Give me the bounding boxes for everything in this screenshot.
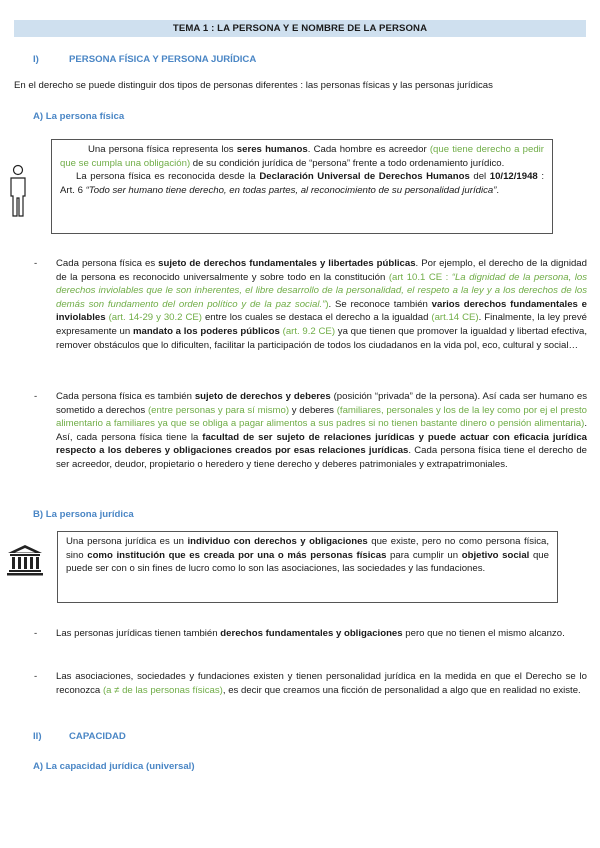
page-title: TEMA 1 : LA PERSONA Y E NOMBRE DE LA PERSONA (14, 20, 586, 37)
bullet-dash: - (34, 391, 38, 402)
section-label: PERSONA FÍSICA Y PERSONA JURÍDICA (69, 54, 257, 65)
section-label: CAPACIDAD (69, 731, 126, 742)
bullet-item (34, 390, 587, 496)
section-number: II) (33, 731, 42, 742)
definition-box-persona-juridica: Una persona jurídica es un individuo con derechos y obligaciones que existe, pero no como persona física, sino como institución que es creada por una o más personas físicas para cumplir un objetivo social que puede ser con o sin fines de lucro como lo son las asociaciones, las sociedades y las fundaciones. (57, 531, 558, 603)
box-a-paragraph-2: La persona física es reconocida desde la Declaración Universal de Derechos Humanos del 10/12/1948 : Art. 6 “Todo ser humano tiene derecho, en todas partes, al reconocimiento de su personalidad jurídica”. (60, 171, 544, 196)
box-a-paragraph-1: Una persona física representa los seres humanos. Cada hombre es acreedor (que tiene derecho a pedir que se cumpla una obligación) de su condición jurídica de “persona” frente a todo ordenamiento jurídico. (60, 144, 544, 169)
section-heading-2 (33, 730, 126, 744)
person-icon (6, 164, 30, 218)
bullet-dash: - (34, 628, 38, 639)
institution-icon (7, 544, 43, 576)
bullet-dash: - (34, 258, 38, 269)
subheading-capacidad-juridica: A) La capacidad jurídica (universal) (33, 761, 195, 772)
bullet-item (34, 670, 587, 712)
section-number: I) (33, 54, 39, 65)
intro-paragraph: En el derecho se puede distinguir dos tipos de personas diferentes : las personas físicas y las personas jurídicas (14, 80, 493, 91)
definition-box-persona-fisica (51, 139, 553, 234)
bullet-item (34, 627, 587, 655)
subheading-persona-juridica: B) La persona jurídica (33, 509, 134, 520)
bullet-text: Las asociaciones, sociedades y fundaciones existen y tienen personalidad jurídica en la medida en que el Derecho se lo reconozca (a ≠ de las personas físicas), es decir que creamos una ficción de personalidad a algo que en realidad no existe. (56, 671, 587, 696)
bullet-dash: - (34, 671, 38, 682)
bullet-text: Cada persona física es sujeto de derechos fundamentales y libertades públicas. Por ejemplo, el derecho de la dignidad de la persona es reconocido universalmente y sobre todo en la constitución (art 10.1 CE : “La dignidad de la persona, los derechos inviolables que le son inherentes, el libre desarrollo de la personalidad, el respeto a la ley y a los derechos de los demás son fundamento del orden político y de la paz social.”). Se reconoce también varios derechos fundamentales e inviolables (art. 14-29 y 30.2 CE) entre los cuales se destaca el derecho a la igualdad (art.14 CE). Finalmente, la ley prevé expresamente un mandato a los poderes públicos (art. 9.2 CE) ya que tienen que promover la igualdad y libertad efectiva, remover obstáculos que lo dificulten, facilitar la participación de todos los ciudadanos en la vida pol, eco, cultural y social… (56, 258, 587, 351)
bullet-item (34, 257, 587, 375)
subheading-persona-fisica: A) La persona física (33, 111, 125, 122)
bullet-text: Las personas jurídicas tienen también derechos fundamentales y obligaciones pero que no tienen el mismo alcanzo. (56, 628, 565, 639)
bullet-text: Cada persona física es también sujeto de derechos y deberes (posición “privada” de la persona). Así cada ser humano es sometido a derechos (entre personas y para sí mismo) y deberes (familiares, personales y los de la ley como por ej el presto alimentario a familiares ya que se obliga a pagar alimentos a sus padres si no tienen bastante dinero o pensión alimentaria). Así, cada persona física tiene la facultad de ser sujeto de relaciones jurídicas y puede actuar con eficacia jurídica respecto a los deberes y obligaciones creados por esas relaciones jurídicas. Cada persona física tiene el derecho de ser acreedor, deudor, propietario o heredero y tiene derecho y deberes patrimoniales y extrapatrimoniales. (56, 391, 588, 471)
section-heading-1 (33, 53, 256, 67)
